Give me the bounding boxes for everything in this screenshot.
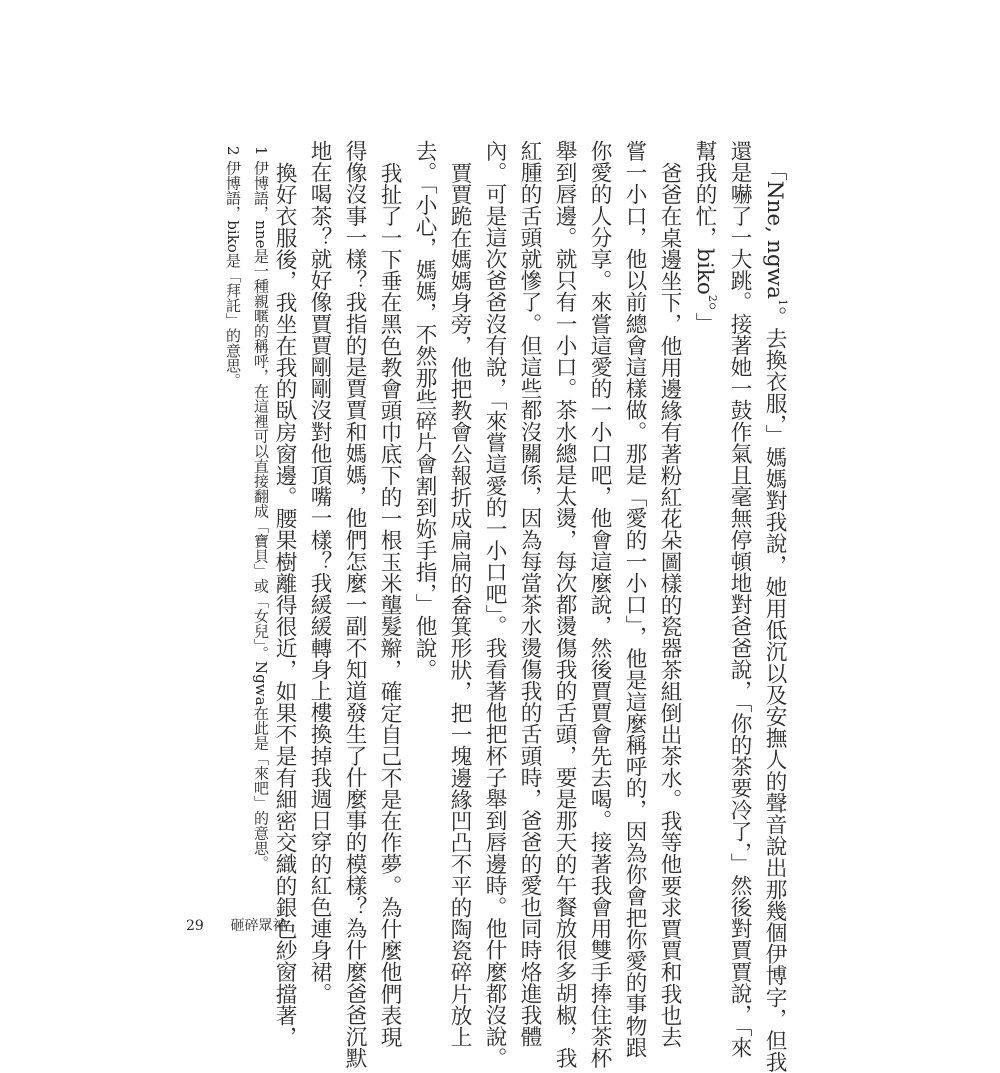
text-segment: 舉到唇邊。就只有一小口。茶水總是太燙，每次都燙傷我的舌頭，要是那天的午餐放很多胡椒，我 <box>552 140 577 1069</box>
text-segment: 紅腫的舌頭就慘了。但這些都沒關係，因為每當茶水燙傷我的舌頭時，爸爸的愛也同時烙進我體 <box>517 140 542 1048</box>
footnote-marker: 2 <box>706 294 720 302</box>
text-segment: 內。可是這次爸爸沒有說，「來嘗這愛的一小口吧」。我看著他把杯子舉到唇邊時。他什麼都沒說。 <box>482 140 507 1069</box>
page-footer <box>186 915 286 935</box>
text-segment: 爸爸在桌邊坐下，他用邊緣有著粉紅花朵圖樣的瓷器茶組倒出茶水。我等他要求賈賈和我也去 <box>657 161 682 1048</box>
text-segment: 我扯了一下垂在黑色教會頭巾底下的一根玉米壟髮辮，確定自己不是在作夢。為什麼他們表現 <box>377 161 402 1048</box>
text-line <box>477 140 512 1069</box>
text-segment: 還是嚇了一大跳。接著她一鼓作氣且毫無停頓地對爸爸說，「你的茶要冷了，」然後對賈賈說，「來 <box>727 140 752 1058</box>
text-segment: 。去換衣服，」媽媽對我說，她用低沉以及安撫人的聲音說出那幾個伊博字，但我 <box>762 306 787 1073</box>
page-number: 29 <box>186 918 204 934</box>
text-segment: 嘗一小口，他以前總會這樣做。那是「愛的一小口」，他是這麼稱呼的，因為你會把你愛的事物跟 <box>622 140 647 1058</box>
text-line <box>337 140 372 1069</box>
text-line <box>407 140 442 900</box>
text-segment: 「Nne, ngwa <box>762 159 787 300</box>
footnote-marker: 1 <box>776 299 790 307</box>
body-text <box>267 140 792 1073</box>
text-line <box>372 140 407 1048</box>
text-segment: 賈賈跪在媽媽身旁，他把教會公報折成扁扁的畚箕形狀，把一塊邊緣凹凸不平的陶瓷碎片放上 <box>447 161 472 1048</box>
footnotes <box>219 146 275 886</box>
text-line <box>442 140 477 1048</box>
text-line <box>652 140 687 1048</box>
text-line <box>617 140 652 1058</box>
text-segment: 地在喝茶？就好像賈賈剛剛沒對他頂嘴一樣？我緩緩轉身上樓換掉我週日穿的紅色連身裙。 <box>307 140 332 1004</box>
text-segment: 。」 <box>692 301 717 335</box>
footnote-2: 2 伊博語，biko是「拜託」的意思。 <box>224 146 242 388</box>
text-segment: 換好衣服後，我坐在我的臥房窗邊。腰果樹離得很近，如果不是有細密交織的銀色紗窗擋著， <box>272 161 297 1048</box>
text-line <box>547 140 582 1069</box>
book-title: 砸碎眾神 <box>230 918 287 934</box>
text-line <box>302 140 337 1004</box>
text-line <box>757 140 792 1073</box>
footnote-1: 1 伊博語，nne是一種親暱的稱呼，在這裡可以直接翻成「寶貝」或「女兒」。Ngwa在此是「來吧」的意思。 <box>252 146 270 871</box>
text-segment: 得像沒事一樣？我指的是賈賈和媽媽，他們怎麼一副不知道發生了什麼事的模樣？為什麼爸爸沉默 <box>342 140 367 1069</box>
text-line <box>722 140 757 1058</box>
text-line <box>512 140 547 1048</box>
text-line <box>687 140 722 900</box>
text-line <box>582 140 617 1069</box>
text-segment: 去。「小心，媽媽，不然那些碎片會割到妳手指，」他說。 <box>412 140 437 680</box>
text-segment: 你愛的人分享。來嘗這愛的一小口吧，他會這麼說，然後賈賈會先去喝。接著我會用雙手捧住茶杯 <box>587 140 612 1069</box>
text-segment: 幫我的忙，biko <box>692 140 717 295</box>
